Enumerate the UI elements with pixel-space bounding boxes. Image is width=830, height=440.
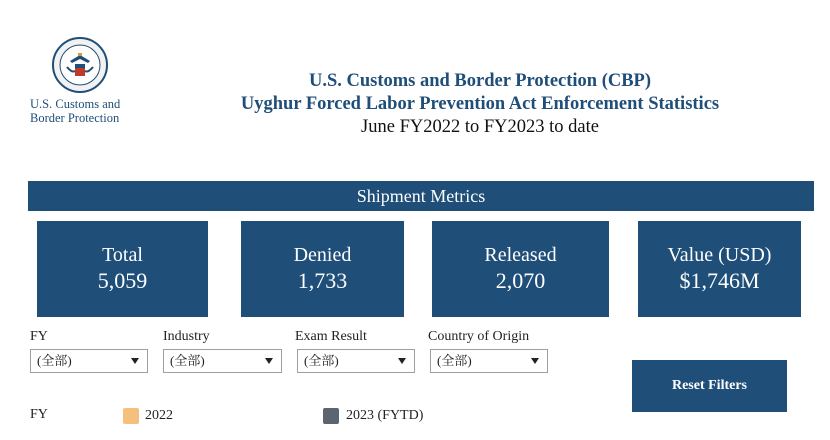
filter-select-exam-result[interactable] — [297, 349, 415, 373]
logo-text-line1: U.S. Customs and — [30, 97, 121, 111]
page-subtitle: Uyghur Forced Labor Prevention Act Enforcement Statistics — [240, 94, 720, 114]
logo-wordmark — [30, 97, 140, 125]
metric-value: 5,059 — [97, 268, 148, 293]
metric-label: Value (USD) — [667, 244, 772, 266]
filter-value: (全部) — [437, 353, 472, 368]
cbp-seal-logo — [52, 37, 108, 93]
metric-value: 2,070 — [495, 268, 546, 293]
metric-label: Denied — [293, 244, 352, 266]
metric-tile-denied[interactable] — [241, 221, 404, 317]
chevron-down-icon — [531, 358, 539, 364]
filter-value: (全部) — [304, 353, 339, 368]
date-range: June FY2022 to FY2023 to date — [361, 117, 599, 137]
filter-select-industry[interactable] — [163, 349, 282, 373]
filter-label-country: Country of Origin — [428, 329, 530, 344]
metric-value: 1,733 — [297, 268, 348, 293]
filter-value: (全部) — [37, 353, 72, 368]
chevron-down-icon — [265, 358, 273, 364]
metric-value: $1,746M — [679, 268, 760, 293]
legend-swatch-2023 — [323, 408, 339, 424]
legend-label-2023: 2023 (FYTD) — [346, 408, 424, 423]
filter-label-exam-result: Exam Result — [295, 329, 367, 344]
page-header — [180, 70, 780, 139]
metric-label: Total — [102, 244, 143, 266]
filter-select-country[interactable] — [430, 349, 548, 373]
page-title: U.S. Customs and Border Protection (CBP) — [308, 71, 652, 91]
filter-label-fy: FY — [30, 329, 48, 344]
filter-label-industry: Industry — [163, 329, 210, 344]
filter-select-fy[interactable] — [30, 349, 148, 373]
metric-label: Released — [484, 244, 557, 266]
reset-filters-button[interactable]: Reset Filters — [632, 360, 787, 412]
chevron-down-icon — [131, 358, 139, 364]
legend-label-2022: 2022 — [145, 408, 173, 423]
metric-tile-released[interactable] — [432, 221, 609, 317]
legend-title: FY — [30, 407, 48, 422]
filter-value: (全部) — [170, 353, 205, 368]
legend-swatch-2022 — [123, 408, 139, 424]
metric-tile-value[interactable] — [638, 221, 801, 317]
logo-text-line2: Border Protection — [30, 111, 120, 125]
metric-tile-total[interactable] — [37, 221, 208, 317]
section-banner: Shipment Metrics — [28, 181, 814, 211]
chevron-down-icon — [398, 358, 406, 364]
